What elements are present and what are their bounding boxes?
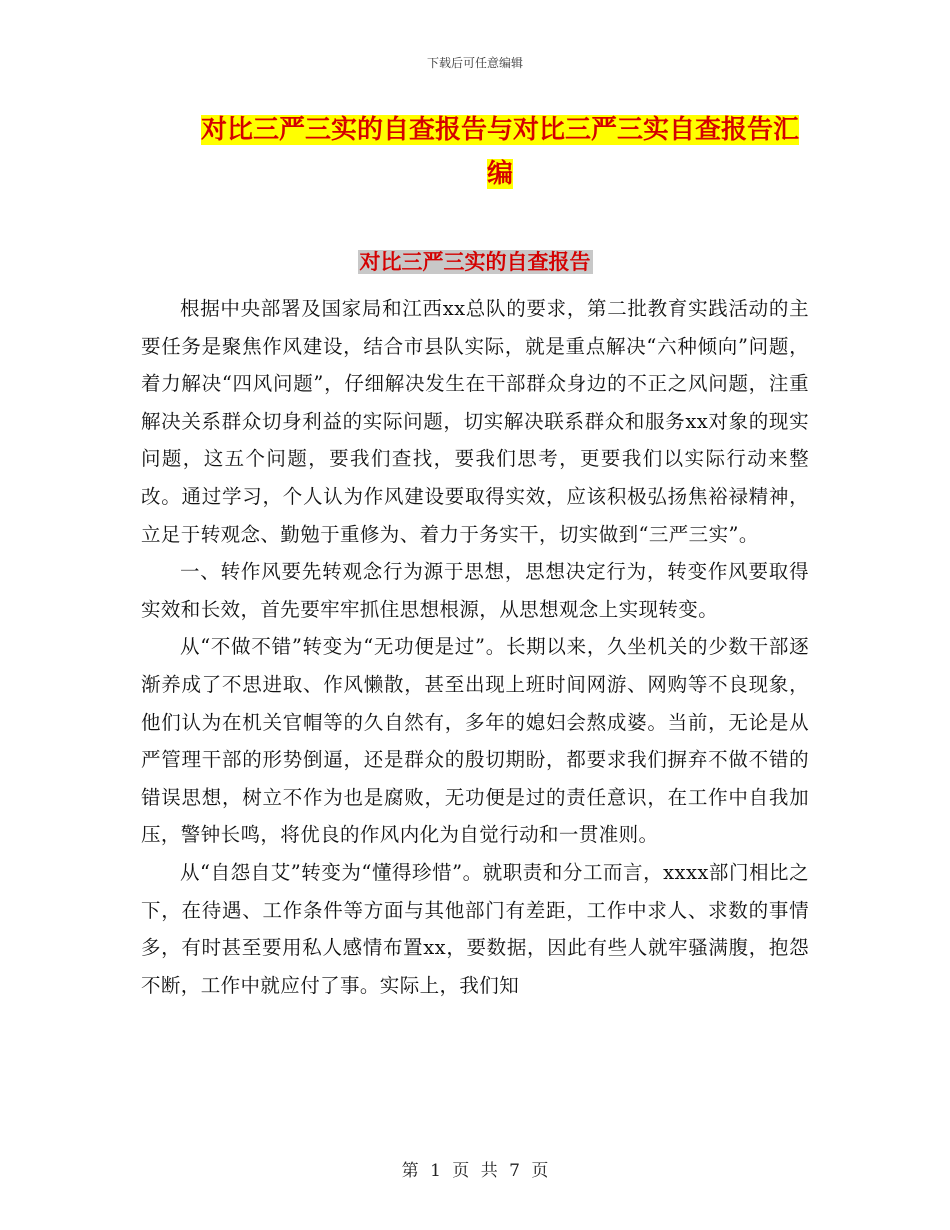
document-title: [190, 108, 810, 196]
paragraph-4: 从“自怨自艾”转变为“懂得珍惜”。就职责和分工而言，xxxx部门相比之下，在待遇、工作条件等方面与其他部门有差距，工作中求人、求数的事情多，有时甚至要用私人感情布置xx，要数据，因此有些人就牢骚满腹，抱怨不断，工作中就应付了事。实际上，我们知: [141, 860, 809, 997]
paragraph-1: 根据中央部署及国家局和江西xx总队的要求，第二批教育实践活动的主要任务是聚焦作风建设，结合市县队实际，就是重点解决“六种倾向”问题，着力解决“四风问题”，仔细解决发生在干部群众身边的不正之风问题，注重解决关系群众切身利益的实际问题，切实解决联系群众和服务xx对象的现实问题，这五个问题，要我们查找，要我们思考，更要我们以实际行动来整改。通过学习，个人认为作风建设要取得实效，应该积极弘扬焦裕禄精神，立足于转观念、勤勉于重修为、着力于务实干，切实做到“三严三实”。: [141, 297, 809, 546]
document-body: [141, 290, 809, 1004]
document-title-text: 对比三严三实的自查报告与对比三严三实自查报告汇编: [200, 115, 799, 189]
header-note: 下载后可任意编辑: [426, 56, 523, 70]
paragraph-3: 从“不做不错”转变为“无功便是过”。长期以来，久坐机关的少数干部逐渐养成了不思进取、作风懒散，甚至出现上班时间网游、网购等不良现象，他们认为在机关官帽等的久自然有，多年的媳妇会熬成婆。当前，无论是从严管理干部的形势倒逼，还是群众的殷切期盼，都要求我们摒弃不做不错的错误思想，树立不作为也是腐败，无功便是过的责任意识，在工作中自我加压，警钟长鸣，将优良的作风内化为自觉行动和一贯准则。: [141, 635, 809, 847]
paragraph-2: 一、转作风要先转观念行为源于思想，思想决定行为，转变作风要取得实效和长效，首先要牢牢抓住思想根源，从思想观念上实现转变。: [141, 560, 809, 621]
page-footer: 第 1 页 共 7 页: [401, 1161, 549, 1181]
section-title-text: 对比三严三实的自查报告: [359, 250, 591, 274]
section-title: [0, 246, 950, 276]
